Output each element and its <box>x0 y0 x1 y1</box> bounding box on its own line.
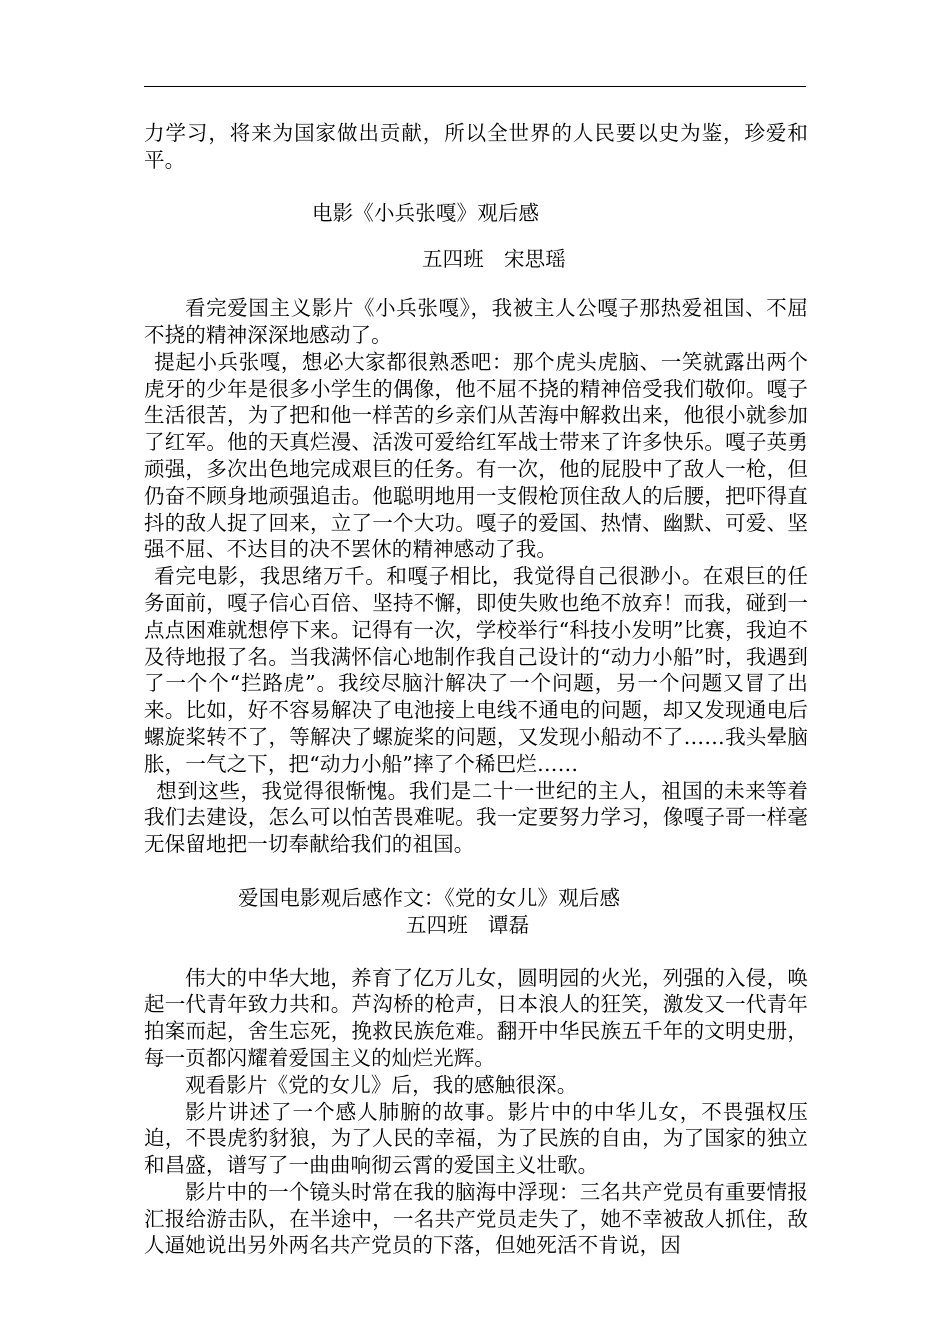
document-body <box>144 120 808 1259</box>
section-2-paragraph: 影片中的一个镜头时常在我的脑海中浮现：三名共产党员有重要情报汇报给游击队，在半途中，一名共产党员走失了，她不幸被敌人抓住，敌人逼她说出另外两名共产党员的下落，但她死活不肯说，因 <box>144 1179 808 1258</box>
section-1-author: 五四班 宋思瑶 <box>422 247 566 272</box>
section-2-author: 五四班 谭磊 <box>406 912 530 937</box>
section-1-paragraph: 想到这些，我觉得很惭愧。我们是二十一世纪的主人，祖国的未来等着我们去建设，怎么可以怕苦畏难呢。我一定要努力学习，像嘎子哥一样毫无保留地把一切奉献给我们的祖国。 <box>144 778 808 857</box>
section-1-title: 电影《小兵张嘎》观后感 <box>312 200 540 225</box>
section-2-paragraph: 观看影片《党的女儿》后，我的感触很深。 <box>185 1072 578 1097</box>
section-2-paragraph: 伟大的中华大地，养育了亿万儿女，圆明园的火光，列强的入侵，唤起一代青年致力共和。芦沟桥的枪声，日本浪人的狂笑，激发又一代青年拍案而起，舍生忘死，挽救民族危难。翻开中华民族五千年的文明史册，每一页都闪耀着爱国主义的灿烂光辉。 <box>144 965 808 1070</box>
header-rule <box>144 86 806 87</box>
section-1-paragraph: 提起小兵张嘎，想必大家都很熟悉吧：那个虎头虎脑、一笑就露出两个虎牙的少年是很多小学生的偶像，他不屈不挠的精神倍受我们敬仰。嘎子生活很苦，为了把和他一样苦的乡亲们从苦海中解救出来，他很小就参加了红军。他的天真烂漫、活泼可爱给红军战士带来了许多快乐。嘎子英勇顽强，多次出色地完成艰巨的任务。有一次，他的屁股中了敌人一枪，但仍奋不顾身地顽强追击。他聪明地用一支假枪顶住敌人的后腰，把吓得直抖的敌人捉了回来，立了一个大功。嘎子的爱国、热情、幽默、可爱、坚强不屈、不达目的决不罢休的精神感动了我。 <box>144 349 808 562</box>
section-1-paragraph: 看完电影，我思绪万千。和嘎子相比，我觉得自己很渺小。在艰巨的任务面前，嘎子信心百倍、坚持不懈，即使失败也绝不放弃！而我，碰到一点点困难就想停下来。记得有一次，学校举行“科技小发明”比赛，我迫不及待地报了名。当我满怀信心地制作我自己设计的“动力小船”时，我遇到了一个个“拦路虎”。我绞尽脑汁解决了一个问题，另一个问题又冒了出来。比如，好不容易解决了电池接上电线不通电的问题，却又发现通电后螺旋桨转不了，等解决了螺旋桨的问题，又发现小船动不了……我头晕脑胀，一气之下，把“动力小船”摔了个稀巴烂…… <box>144 564 808 776</box>
section-2-paragraph: 影片讲述了一个感人肺腑的故事。影片中的中华儿女，不畏强权压迫，不畏虎豹豺狼，为了人民的幸福，为了民族的自由，为了国家的独立和昌盛，谱写了一曲曲响彻云霄的爱国主义壮歌。 <box>144 1099 808 1178</box>
section-1-paragraph: 看完爱国主义影片《小兵张嘎》，我被主人公嘎子那热爱祖国、不屈不挠的精神深深地感动了。 <box>144 296 808 347</box>
continuation-paragraph: 力学习，将来为国家做出贡献，所以全世界的人民要以史为鉴，珍爱和平。 <box>144 121 808 172</box>
section-2-title: 爱国电影观后感作文：《党的女儿》观后感 <box>238 885 621 910</box>
